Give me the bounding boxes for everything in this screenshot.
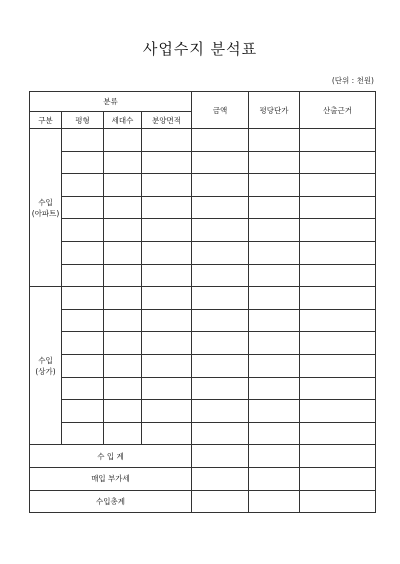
table-cell[interactable]: [192, 332, 249, 355]
table-cell[interactable]: [104, 309, 142, 332]
header-category: 분류: [30, 92, 192, 112]
table-cell[interactable]: [192, 309, 249, 332]
table-row: [30, 264, 376, 287]
table-row: [30, 151, 376, 174]
table-cell[interactable]: [142, 264, 192, 287]
table-cell[interactable]: [142, 422, 192, 445]
table-cell[interactable]: [62, 219, 104, 242]
table-cell[interactable]: [142, 377, 192, 400]
table-cell[interactable]: [300, 332, 376, 355]
table-cell[interactable]: [104, 219, 142, 242]
table-cell[interactable]: [249, 196, 300, 219]
table-cell[interactable]: [192, 287, 249, 310]
table-cell[interactable]: [62, 422, 104, 445]
table-row: [30, 309, 376, 332]
table-row: [30, 332, 376, 355]
header-division: 구분: [30, 112, 62, 129]
table-cell[interactable]: [142, 354, 192, 377]
group-label-line2: (아파트): [31, 208, 60, 218]
table-cell[interactable]: [104, 287, 142, 310]
table-cell[interactable]: [300, 151, 376, 174]
table-cell[interactable]: [300, 490, 376, 513]
table-cell[interactable]: [192, 174, 249, 197]
table-cell[interactable]: [192, 400, 249, 423]
table-cell[interactable]: [62, 377, 104, 400]
summary-label: 매입 부가세: [30, 467, 192, 490]
table-cell[interactable]: [104, 377, 142, 400]
table-cell[interactable]: [192, 445, 249, 468]
table-cell[interactable]: [104, 174, 142, 197]
header-households: 세대수: [104, 112, 142, 129]
table-cell[interactable]: [62, 287, 104, 310]
table-cell[interactable]: [192, 196, 249, 219]
table-cell[interactable]: [300, 400, 376, 423]
table-cell[interactable]: [300, 309, 376, 332]
table-cell[interactable]: [300, 467, 376, 490]
group-label-line1: 수입: [38, 197, 53, 207]
table-cell[interactable]: [142, 129, 192, 152]
summary-row: [30, 445, 376, 468]
table-row: [30, 241, 376, 264]
table-cell[interactable]: [142, 287, 192, 310]
table-cell[interactable]: [249, 241, 300, 264]
table-cell[interactable]: [192, 241, 249, 264]
table-cell[interactable]: [62, 264, 104, 287]
table-cell[interactable]: [104, 241, 142, 264]
group-label-line2: (상가): [35, 366, 56, 376]
table-cell[interactable]: [249, 422, 300, 445]
header-amount: 금액: [192, 92, 249, 129]
table-cell[interactable]: [249, 219, 300, 242]
revenue-analysis-table: [29, 91, 376, 513]
table-cell[interactable]: [300, 445, 376, 468]
table-row: [30, 174, 376, 197]
table-cell[interactable]: [104, 151, 142, 174]
table-cell[interactable]: [142, 400, 192, 423]
table-cell[interactable]: [192, 467, 249, 490]
header-unit-price: 평당단가: [249, 92, 300, 129]
table-cell[interactable]: [300, 129, 376, 152]
table-cell[interactable]: [249, 151, 300, 174]
table-cell[interactable]: [249, 400, 300, 423]
table-cell[interactable]: [62, 174, 104, 197]
table-cell[interactable]: [192, 129, 249, 152]
table-cell[interactable]: [104, 129, 142, 152]
unit-note: (단위 : 천원): [331, 76, 374, 85]
table-cell[interactable]: [142, 309, 192, 332]
group-label: [30, 287, 62, 445]
table-cell[interactable]: [249, 332, 300, 355]
group-label: [30, 129, 62, 287]
table-cell[interactable]: [249, 354, 300, 377]
table-cell[interactable]: [249, 467, 300, 490]
table-cell[interactable]: [192, 354, 249, 377]
table-cell[interactable]: [192, 422, 249, 445]
summary-row: [30, 490, 376, 513]
table-cell[interactable]: [300, 196, 376, 219]
table-cell[interactable]: [62, 400, 104, 423]
table-cell[interactable]: [300, 264, 376, 287]
header-basis: 산출근거: [300, 92, 376, 129]
table-cell[interactable]: [104, 264, 142, 287]
table-cell[interactable]: [142, 241, 192, 264]
table-cell[interactable]: [300, 174, 376, 197]
table-row: [30, 377, 376, 400]
table-cell[interactable]: [249, 264, 300, 287]
table-cell[interactable]: [62, 151, 104, 174]
table-cell[interactable]: [192, 377, 249, 400]
table-cell[interactable]: [104, 196, 142, 219]
table-row: [30, 354, 376, 377]
table-cell[interactable]: [300, 241, 376, 264]
table-cell[interactable]: [142, 196, 192, 219]
table-row: [30, 219, 376, 242]
table-cell[interactable]: [300, 354, 376, 377]
table-row: [30, 129, 376, 152]
table-cell[interactable]: [104, 422, 142, 445]
table-cell[interactable]: [104, 400, 142, 423]
table-cell[interactable]: [192, 219, 249, 242]
summary-label: 수입총계: [30, 490, 192, 513]
table-cell[interactable]: [142, 332, 192, 355]
table-cell[interactable]: [192, 264, 249, 287]
table-cell[interactable]: [249, 129, 300, 152]
table-cell[interactable]: [300, 377, 376, 400]
table-row: [30, 422, 376, 445]
table-cell[interactable]: [192, 151, 249, 174]
table-cell[interactable]: [249, 309, 300, 332]
table-cell[interactable]: [300, 422, 376, 445]
table-row: [30, 287, 376, 310]
table-cell[interactable]: [62, 129, 104, 152]
summary-label: 수 입 계: [30, 445, 192, 468]
table-row: [30, 196, 376, 219]
table-cell[interactable]: [104, 354, 142, 377]
table-row: [30, 400, 376, 423]
table-cell[interactable]: [300, 219, 376, 242]
table-cell[interactable]: [62, 309, 104, 332]
table-cell[interactable]: [142, 174, 192, 197]
document-title: 사업수지 분석표: [142, 40, 258, 58]
table-cell[interactable]: [62, 332, 104, 355]
table-cell[interactable]: [249, 377, 300, 400]
table-cell[interactable]: [249, 490, 300, 513]
table-cell[interactable]: [249, 174, 300, 197]
header-sale-area: 분양면적: [142, 112, 192, 129]
table-cell[interactable]: [142, 151, 192, 174]
table-cell[interactable]: [300, 287, 376, 310]
table-cell[interactable]: [249, 287, 300, 310]
table-cell[interactable]: [192, 490, 249, 513]
header-type: 평형: [62, 112, 104, 129]
table-cell[interactable]: [62, 241, 104, 264]
table-cell[interactable]: [62, 196, 104, 219]
group-label-line1: 수입: [38, 355, 53, 365]
table-cell[interactable]: [104, 332, 142, 355]
table-cell[interactable]: [249, 445, 300, 468]
table-cell[interactable]: [62, 354, 104, 377]
summary-row: [30, 467, 376, 490]
table-cell[interactable]: [142, 219, 192, 242]
